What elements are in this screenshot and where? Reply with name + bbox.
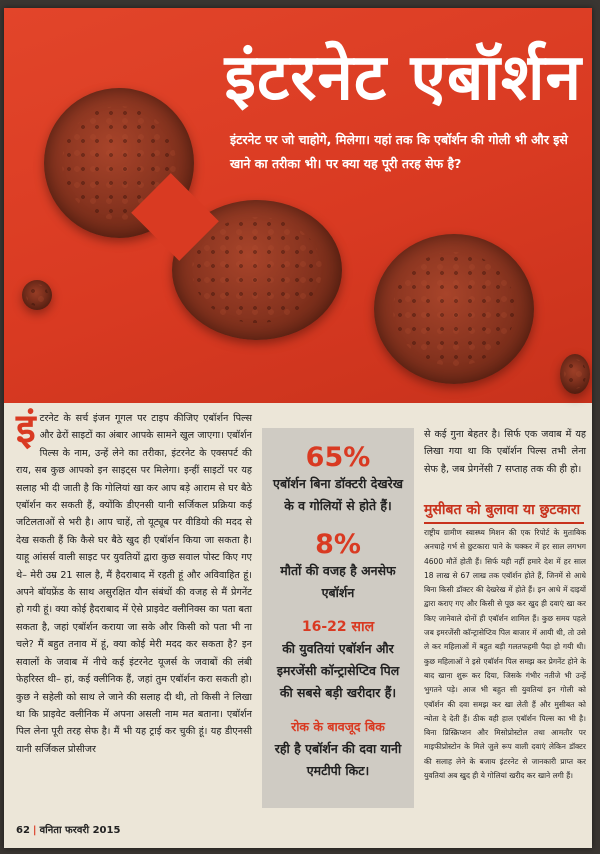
stat-value: 65% xyxy=(305,442,371,473)
stat-text: रही है एबॉर्शन की दवा यानी एमटीपी किट। xyxy=(274,741,402,778)
stat-highlight: रोक के बावजूद बिक xyxy=(291,719,385,734)
magazine-issue: वनिता फरवरी 2015 xyxy=(39,825,121,836)
page-title: इंटरनेट एबॉर्शन xyxy=(224,40,582,115)
page-number: 62 xyxy=(16,825,30,836)
section-heading: मुसीबत को बुलावा या छुटकारा xyxy=(424,500,584,524)
article-column-2-top: से कई गुना बेहतर है। सिर्फ एक जवाब में यह लिखा गया था कि एबॉर्शन पिल्स तभी लेना सेफ है, जब प्रेगनेंसी 7 सप्ताह तक की ही हो। xyxy=(424,429,586,475)
stat-text: की युवतियां एबॉर्शन और इमरजेंसी कॉन्ट्रासेप्टिव पिल की सबसे बड़ी खरीदार हैं। xyxy=(276,641,400,700)
hero-banner xyxy=(4,8,592,403)
stat-value: 16-22 साल xyxy=(301,619,375,635)
article-column-2: राष्ट्रीय ग्रामीण स्वास्थ्य मिशन की एक रिपोर्ट के मुताबिक अनचाहे गर्भ से छुटकारा पाने के चक्कर में हर साल लगभग 4600 मौतें होती हैं। सिर्फ यही नहीं हमारे देश में हर साल 18 लाख से 67 लाख तक एबॉर्शन होते हैं, जिनमें से आधे बिना किसी डॉक्टर की देखरेख में होते हैं। इन आधे में दाइयों द्वारा कराए गए और किसी से पूछ कर खुद ही दवाएं खा कर किए जानेवाले दोनों ही एबॉर्शन शामिल हैं। कुछ समय पहले जब इमरजेंसी कॉन्ट्रासेप्टिव पिल बाजार में आयी थी, तो उसे ले कर महिलाओं में बहुत बड़ी गलतफहमी पैदा हो गयी थी। कुछ महिलाओं ने इसे एबॉर्शन पिल समझ कर प्रेगनेंट होने के बाद खाना शुरू कर दिया, जिसके गंभीर नतीजे भी उन्हें भुगतने पड़े। आज भी बहुत सी युवतियां इन गोली को एबॉर्शन की दवा समझ कर खा लेती हैं और मुसीबत को न्योता दे देती हैं। ठीक वही हाल एबॉर्शन पिल्स का भी है। बिना प्रिस्क्रिप्शन और मिसोप्रोस्टोल तथा आमतौर पर माइफीप्रोस्टोन के मिले जुले रूप वाली दवाएं लेकिन डॉक्टर की सलाह लेने के बजाय इंटरनेट से जानकारी प्राप्त कर युवतियां अब खुद ही ये गोलियां खरीद कर खाने लगी हैं। xyxy=(424,528,586,781)
page-footer: 62 | वनिता फरवरी 2015 xyxy=(16,825,121,836)
pill-image xyxy=(374,234,534,384)
stat-value: 8% xyxy=(315,529,361,560)
article-text: टरनेट के सर्च इंजन गूगल पर टाइप कीजिए एबॉर्शन पिल्स और ढेरों साइटों का अंबार आपके सामने खुल जाएगा। एबॉर्शन पिल्स के नाम, उन्हें लेने का तरीका, इंटरनेट के एक्सपर्ट की राय, सब कुछ आपको इन साइट्स पर मिलेगा। इन्हीं साइटों पर यह सलाह भी दी जाती है कि गोलियां खा कर आप बड़े आराम से घर बैठे एबॉर्शन कर सकती हैं, क्योंकि डीएनसी यानी सर्जिकल प्रक्रिया कई जटिलताओं से भरी है। आप चाहें, तो यूट्यूब पर वीडियो की मदद से देख सकती हैं कि कैसे घर बैठे खुद ही एबॉर्शन किया जा सकता है। याहू आंसर्स वाली साइट पर युवतियों द्वारा कुछ सवाल पोस्ट किए गए थे– मेरी उम्र 21 साल है, मैं हैदराबाद में रहती हूं और अविवाहित हूं। अपने बॉयफ्रेंड के साथ असुरक्षित यौन संबंधों की वजह से मैं प्रेगनेंट हो गयी हूं। क्या कोई हैदराबाद में ऐसे प्राइवेट क्लीनिक्स का पता बता सकता है, जहां एबॉर्शन कराया जा सके और किसी को पता भी ना चले? मैं बहुत तनाव में हूं, क्या कोई मेरी मदद कर सकता है? इन सवालों के जवाब में नीचे कई इंटरनेट यूजर्स के जवाबों की लंबी फेहरिस्त थी– हां, कई क्लीनिक हैं, जहां तुम एबॉर्शन करा सकती हो। कुछ ने सहेली को साथ ले जाने की सलाह दी थी, तो किसी ने लिखा था कि प्राइवेट क्लीनिक में अपना असली नाम मत बताना। एबॉर्शन पिल लेना पूरी तरह सेफ है। मैं भी यह ट्राई कर चुकी हूं। यह डीएनसी यानी सर्जिकल प्रोसीजर xyxy=(16,413,252,755)
stat-text: मौतों की वजह है अनसेफ एबॉर्शन xyxy=(280,563,396,600)
page-subtitle: इंटरनेट पर जो चाहोगे, मिलेगा। यहां तक कि एबॉर्शन की गोली भी और इसे खाने का तरीका भी। पर क्या यह पूरी तरह सेफ है? xyxy=(230,132,568,171)
article-column-1 xyxy=(16,405,252,818)
pill-image xyxy=(172,200,342,340)
pill-image xyxy=(22,280,52,310)
stat-text: एबॉर्शन बिना डॉक्टरी देखरेख के व गोलियों से होते हैं। xyxy=(273,476,403,513)
magazine-page xyxy=(4,8,592,848)
drop-cap: इं xyxy=(16,405,36,452)
pill-image xyxy=(560,354,590,394)
stats-box xyxy=(262,428,414,808)
